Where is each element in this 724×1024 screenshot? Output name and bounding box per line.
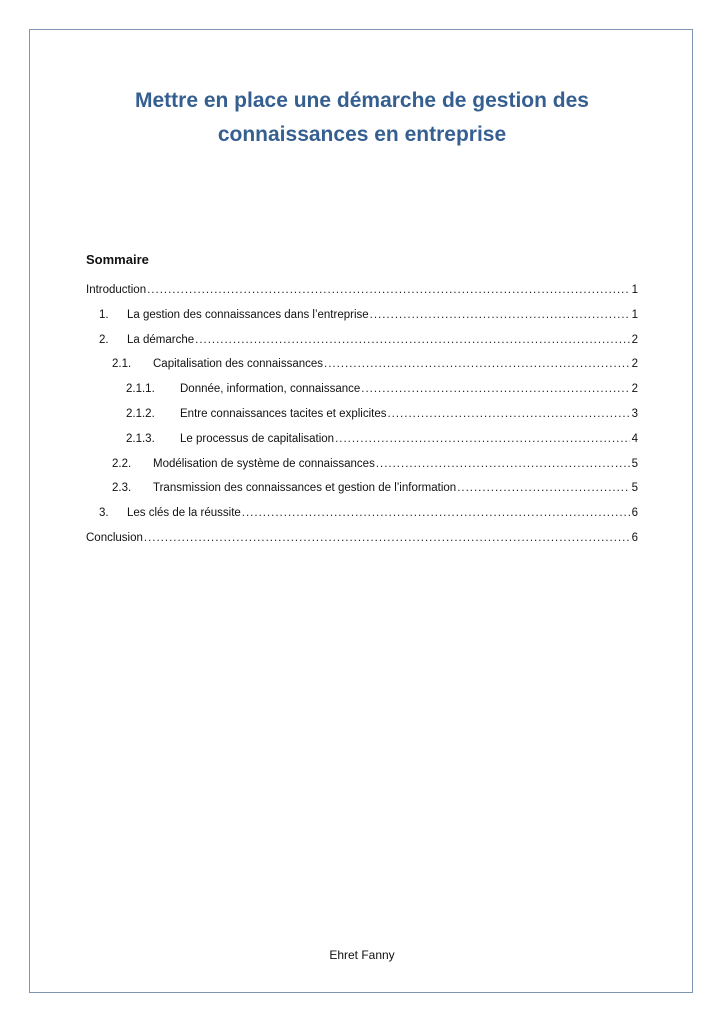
- table-of-contents: [86, 283, 638, 556]
- toc-entry-label[interactable]: La démarche: [127, 333, 195, 346]
- toc-entry-label[interactable]: Le processus de capitalisation: [180, 432, 335, 445]
- toc-entry-page-number: 4: [631, 432, 638, 445]
- toc-heading: Sommaire: [86, 252, 149, 267]
- toc-entry-number: 3.: [99, 507, 109, 520]
- toc-dot-leader: [387, 407, 629, 421]
- toc-entry-label[interactable]: Entre connaissances tacites et explicites: [180, 407, 387, 420]
- toc-entry-number: 2.2.: [112, 457, 132, 470]
- toc-entry-label[interactable]: Donnée, information, connaissance: [180, 383, 361, 396]
- toc-entry[interactable]: [86, 506, 638, 531]
- toc-entry-label[interactable]: Conclusion: [86, 531, 143, 544]
- toc-entry-number: 2.1.2.: [126, 407, 155, 420]
- toc-dot-leader: [144, 531, 630, 545]
- toc-entry-label[interactable]: Modélisation de système de connaissances: [153, 457, 375, 470]
- toc-dot-leader: [324, 357, 630, 371]
- toc-entry[interactable]: [86, 481, 638, 506]
- document-title-line-2: connaissances en entreprise: [217, 123, 507, 146]
- toc-entry[interactable]: [86, 357, 638, 382]
- toc-entry-number: 2.1.: [112, 358, 132, 371]
- toc-entry[interactable]: [86, 308, 638, 333]
- toc-entry-page-number: 2: [631, 383, 638, 396]
- toc-entry-page-number: 2: [631, 358, 638, 371]
- toc-dot-leader: [376, 457, 630, 471]
- toc-entry-number: 2.1.3.: [126, 432, 155, 445]
- toc-entry-page-number: 1: [631, 284, 638, 296]
- toc-entry-page-number: 1: [631, 308, 638, 321]
- toc-entry-label[interactable]: La gestion des connaissances dans l’entreprise: [127, 308, 369, 321]
- toc-entry-page-number: 5: [631, 482, 638, 495]
- toc-entry-number: 2.: [99, 333, 109, 346]
- toc-entry-page-number: 2: [631, 333, 638, 346]
- toc-entry[interactable]: [86, 407, 638, 432]
- document-title-line-1: Mettre en place une démarche de gestion des: [135, 89, 589, 112]
- toc-entry-number: 2.3.: [112, 482, 132, 495]
- author-name: Ehret Fanny: [329, 948, 395, 962]
- toc-entry[interactable]: [86, 382, 638, 407]
- toc-entry-label[interactable]: Transmission des connaissances et gestion de l’information: [153, 482, 457, 495]
- toc-entry[interactable]: [86, 283, 638, 308]
- toc-entry-page-number: 6: [631, 531, 638, 544]
- toc-entry-label[interactable]: Capitalisation des connaissances: [153, 358, 324, 371]
- toc-entry-page-number: 3: [631, 407, 638, 420]
- document-title: [60, 84, 664, 152]
- toc-dot-leader: [361, 382, 629, 396]
- toc-entry[interactable]: [86, 457, 638, 482]
- toc-entry-page-number: 6: [631, 507, 638, 520]
- toc-dot-leader: [335, 432, 630, 446]
- toc-entry-label[interactable]: Les clés de la réussite: [127, 507, 241, 520]
- toc-entry[interactable]: [86, 333, 638, 358]
- toc-entry-page-number: 5: [631, 457, 638, 470]
- toc-dot-leader: [370, 308, 630, 322]
- toc-dot-leader: [195, 333, 629, 347]
- toc-dot-leader: [242, 506, 630, 520]
- toc-entry-number: 2.1.1.: [126, 383, 155, 396]
- toc-dot-leader: [457, 481, 629, 495]
- toc-dot-leader: [147, 283, 629, 297]
- toc-entry-number: 1.: [99, 308, 109, 321]
- toc-entry[interactable]: [86, 531, 638, 556]
- toc-entry-label[interactable]: Introduction: [86, 284, 147, 296]
- toc-entry[interactable]: [86, 432, 638, 457]
